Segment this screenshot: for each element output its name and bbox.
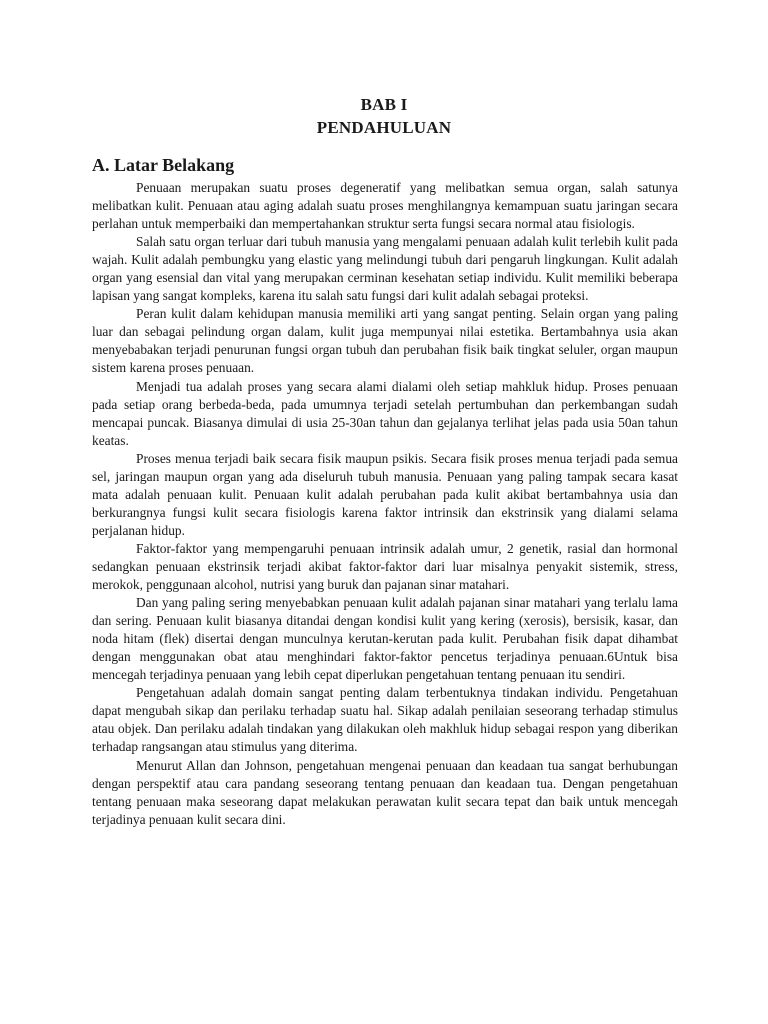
paragraph: Peran kulit dalam kehidupan manusia memiliki arti yang sangat penting. Selain organ yang paling luar dan sebagai pelindung organ dalam, kulit juga mempunyai nilai estetika. Bertambahnya usia akan menyebabakan terjadi penurunan fungsi organ tubuh dan perubahan fisik baik tingkat seluler, organ maupun sistem karena proses penuaan. — [92, 306, 678, 376]
paragraph: Faktor-faktor yang mempengaruhi penuaan intrinsik adalah umur, 2 genetik, rasial dan hormonal sedangkan penuaan ekstrinsik terjadi akibat faktor-faktor dari luar misalnya penyakit sistemik, stress, merokok, penggunaan alcohol, nutrisi yang buruk dan pajanan sinar matahari. — [92, 540, 678, 593]
section-title: A. Latar Belakang — [92, 155, 235, 175]
body-text — [92, 179, 678, 829]
paragraph: Dan yang paling sering menyebabkan penuaan kulit adalah pajanan sinar matahari yang terlalu lama dan sering. Penuaan kulit biasanya ditandai dengan kondisi kulit yang kering (xerosis), bersisik, kasar, dan noda hitam (flek) disertai dengan munculnya kerutan-kerutan pada kulit. Perubahan fisik dapat dihambat dengan menggunakan obat atau menghindari faktor-faktor pencetus terjadinya penuaan.6Untuk bisa mencegah terjadinya penuaan yang lebih cepat diperlukan pengetahuan tentang penuaan itu sendiri. — [92, 595, 678, 683]
paragraph: Proses menua terjadi baik secara fisik maupun psikis. Secara fisik proses menua terjadi pada semua sel, jaringan maupun organ yang ada diseluruh tubuh manusia. Penuaan yang paling tampak secara kasat mata adalah penuaan kulit. Penuaan kulit adalah perubahan pada kulit akibat bertambahnya usia dan berkurangnya fungsi kulit secara fisiologis karena faktor intrinsik dan ekstrinsik yang dialami selama perjalanan hidup. — [92, 450, 678, 538]
paragraph: Pengetahuan adalah domain sangat penting dalam terbentuknya tindakan individu. Pengetahuan dapat mengubah sikap dan perilaku terhadap suatu hal. Sikap adalah penilaian seseorang terhadap stimulus atau objek. Dan perilaku adalah tindakan yang dilakukan oleh makhluk hidup sebagai respon yang diberikan terhadap rangsangan atau stimulus yang diterima. — [92, 685, 678, 755]
paragraph: Penuaan merupakan suatu proses degeneratif yang melibatkan semua organ, salah satunya melibatkan kulit. Penuaan atau aging adalah suatu proses menghilangnya kemampuan suatu jaringan secara perlahan untuk memperbaiki dan mempertahankan struktur serta fungsi secara normal atau fisiologis. — [92, 180, 678, 232]
paragraph: Menjadi tua adalah proses yang secara alami dialami oleh setiap mahkluk hidup. Proses penuaan pada setiap orang berbeda-beda, pada umumnya terjadi setelah pertumbuhan dan perkembangan sudah mencapai puncak. Biasanya dimulai di usia 25-30an tahun dan gejalanya terlihat jelas pada usia 50an tahun keatas. — [92, 378, 678, 448]
paragraph: Menurut Allan dan Johnson, pengetahuan mengenai penuaan dan keadaan tua sangat berhubungan dengan perspektif atau cara pandang seseorang tentang penuaan dan keadaan tua. Dengan pengetahuan tentang penuaan maka seseorang dapat melakukan perawatan kulit secara tepat dan baik untuk mencegah terjadinya penuaan kulit secara dini. — [92, 757, 678, 827]
chapter-title: PENDAHULUAN — [316, 118, 452, 137]
chapter-heading: BAB I — [360, 95, 408, 114]
paragraph: Salah satu organ terluar dari tubuh manusia yang mengalami penuaan adalah kulit terlebih kulit pada wajah. Kulit adalah pembungku yang elastic yang melindungi tubuh dari pengaruh lingkungan. Kulit adalah organ yang esensial dan vital yang merupakan cerminan kesehatan setiap individu. Kulit memiliki beberapa lapisan yang sangat kompleks, karena itu salah satu fungsi dari kulit adalah sebagai proteksi. — [92, 234, 678, 304]
